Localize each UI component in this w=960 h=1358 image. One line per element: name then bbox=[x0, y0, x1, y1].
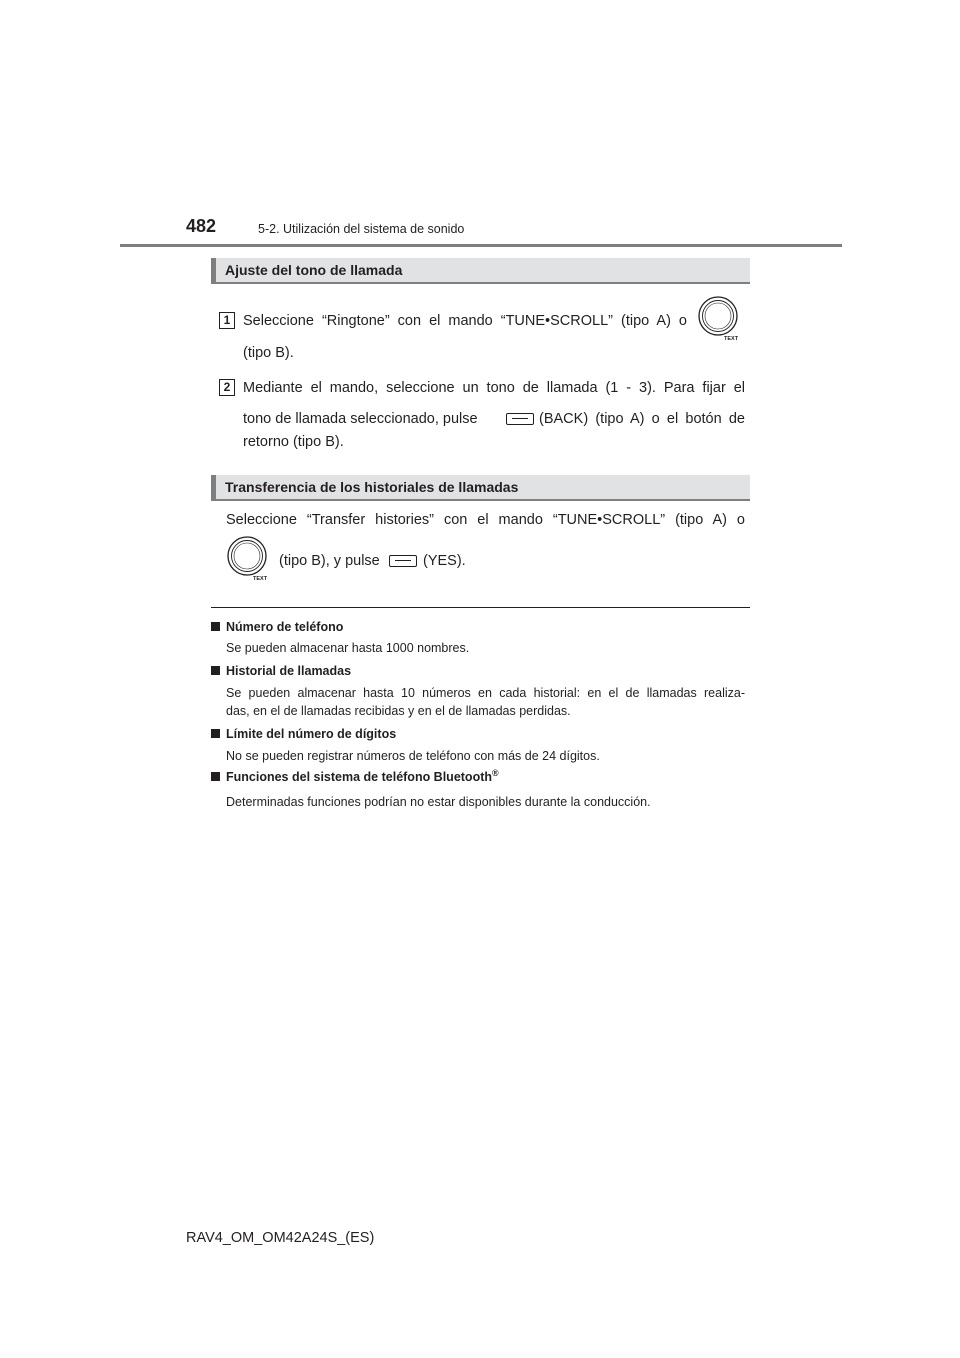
step-2-text-line3: retorno (tipo B). bbox=[243, 434, 344, 450]
note-body-line: das, en el de llamadas recibidas y en el de llamadas perdidas. bbox=[226, 704, 571, 718]
note-title-bluetooth-functions: Funciones del sistema de teléfono Bluetooth® bbox=[211, 768, 499, 784]
back-button-icon bbox=[506, 413, 534, 425]
note-body-line: No se pueden registrar números de teléfono con más de 24 dígitos. bbox=[226, 749, 600, 763]
step-number-1: 1 bbox=[219, 312, 235, 329]
square-bullet-icon bbox=[211, 772, 220, 781]
note-body-line: Determinadas funciones podrían no estar disponibles durante la conducción. bbox=[226, 795, 651, 809]
section-heading-text: Transferencia de los historiales de llamadas bbox=[225, 479, 519, 495]
transfer-text-line1: Seleccione “Transfer histories” con el mando “TUNE•SCROLL” (tipo A) o bbox=[226, 512, 745, 528]
knob-text-label: TEXT bbox=[724, 336, 739, 341]
transfer-text-line2-end: (YES). bbox=[423, 553, 466, 569]
square-bullet-icon bbox=[211, 622, 220, 631]
tune-knob-icon bbox=[697, 295, 743, 341]
section-heading-text: Ajuste del tono de llamada bbox=[225, 262, 403, 278]
transfer-text-line2-start: (tipo B), y pulse bbox=[279, 553, 380, 569]
notes-divider bbox=[211, 607, 750, 608]
step-1-text-line1: Seleccione “Ringtone” con el mando “TUNE•SCROLL” (tipo A) o bbox=[243, 313, 687, 329]
header-divider bbox=[120, 244, 842, 247]
note-title-call-history: Historial de llamadas bbox=[211, 664, 351, 678]
step-2-text-line2-start: tono de llamada seleccionado, pulse bbox=[243, 411, 478, 427]
step-2-text-line2-end: (BACK) (tipo A) o el botón de bbox=[539, 411, 745, 427]
chapter-section-title: 5-2. Utilización del sistema de sonido bbox=[258, 222, 465, 236]
note-body-line: Se pueden almacenar hasta 10 números en cada historial: en el de llamadas realiza- bbox=[226, 686, 745, 700]
yes-button-icon bbox=[389, 555, 417, 567]
note-title-phone-number: Número de teléfono bbox=[211, 620, 343, 634]
document-code-footer: RAV4_OM_OM42A24S_(ES) bbox=[186, 1230, 375, 1246]
step-1-text-line2: (tipo B). bbox=[243, 345, 294, 361]
section-heading-ringtone bbox=[211, 258, 750, 284]
note-body-line: Se pueden almacenar hasta 1000 nombres. bbox=[226, 641, 470, 655]
step-number-2: 2 bbox=[219, 379, 235, 396]
registered-mark: ® bbox=[492, 768, 499, 778]
square-bullet-icon bbox=[211, 666, 220, 675]
knob-text-label: TEXT bbox=[253, 576, 268, 581]
square-bullet-icon bbox=[211, 729, 220, 738]
note-title-digit-limit: Límite del número de dígitos bbox=[211, 727, 396, 741]
step-2-text-line1: Mediante el mando, seleccione un tono de llamada (1 - 3). Para fijar el bbox=[243, 380, 745, 396]
section-heading-transfer-histories bbox=[211, 475, 750, 501]
page-number: 482 bbox=[186, 216, 217, 236]
tune-knob-icon bbox=[226, 535, 272, 581]
